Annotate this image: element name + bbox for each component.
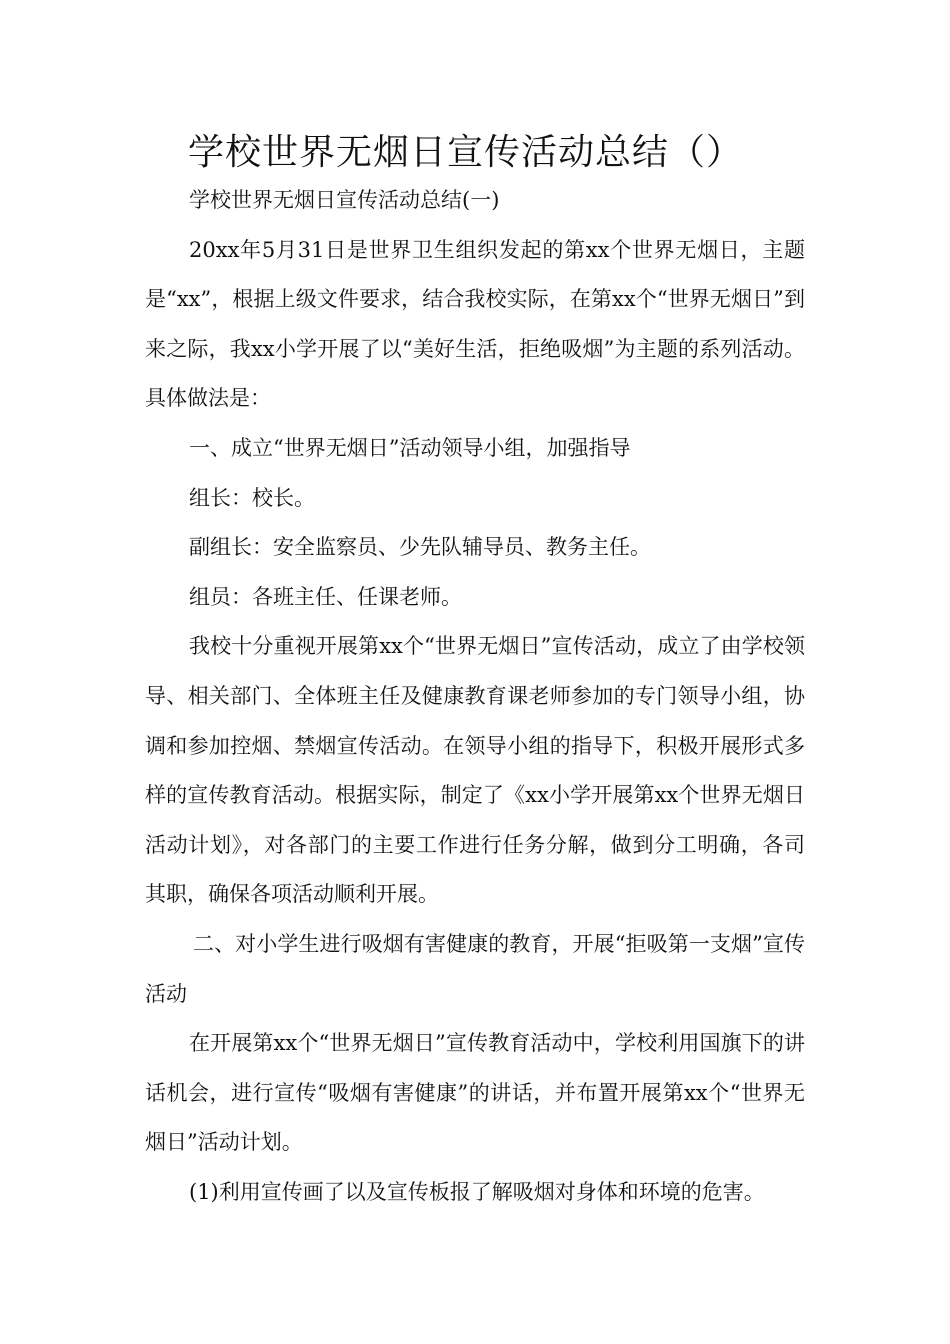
section-heading-1: 一、成立“世界无烟日”活动领导小组，加强指导 [189, 435, 631, 460]
intro-paragraph: 20xx年5月31日是世界卫生组织发起的第xx个世界无烟日，主题是“xx”，根据上级文件要求，结合我校实际，在第xx个“世界无烟日”到来之际，我xx小学开展了以“美好生活，拒绝吸烟”为主题的系列活动。具体做法是： [145, 237, 805, 411]
list-item-1: (1)利用宣传画了以及宣传板报了解吸烟对身体和环境的危害。 [189, 1179, 765, 1204]
document-title: 学校世界无烟日宣传活动总结（） [188, 132, 744, 173]
flag-speech-paragraph: 在开展第xx个“世界无烟日”宣传教育活动中，学校利用国旗下的讲话机会，进行宣传“吸烟有害健康”的讲话，并布置开展第xx个“世界无烟日”活动计划。 [145, 1031, 805, 1155]
section-heading-2: 二、对小学生进行吸烟有害健康的教育，开展“拒吸第一支烟”宣传活动 [145, 931, 805, 1006]
document-body [145, 176, 805, 1217]
leadership-paragraph: 我校十分重视开展第xx个“世界无烟日”宣传活动，成立了由学校领导、相关部门、全体班主任及健康教育课老师参加的专门领导小组，协调和参加控烟、禁烟宣传活动。在领导小组的指导下，积极开展形式多样的宣传教育活动。根据实际，制定了《xx小学开展第xx个世界无烟日活动计划》，对各部门的主要工作进行任务分解，做到分工明确，各司其职，确保各项活动顺利开展。 [145, 634, 805, 907]
team-leader-line: 组长：校长。 [189, 485, 315, 510]
team-members-line: 组员：各班主任、任课老师。 [189, 584, 462, 609]
deputy-leader-line: 副组长：安全监察员、少先队辅导员、教务主任。 [189, 535, 651, 560]
subtitle-paragraph: 学校世界无烟日宣传活动总结(一) [189, 188, 500, 212]
